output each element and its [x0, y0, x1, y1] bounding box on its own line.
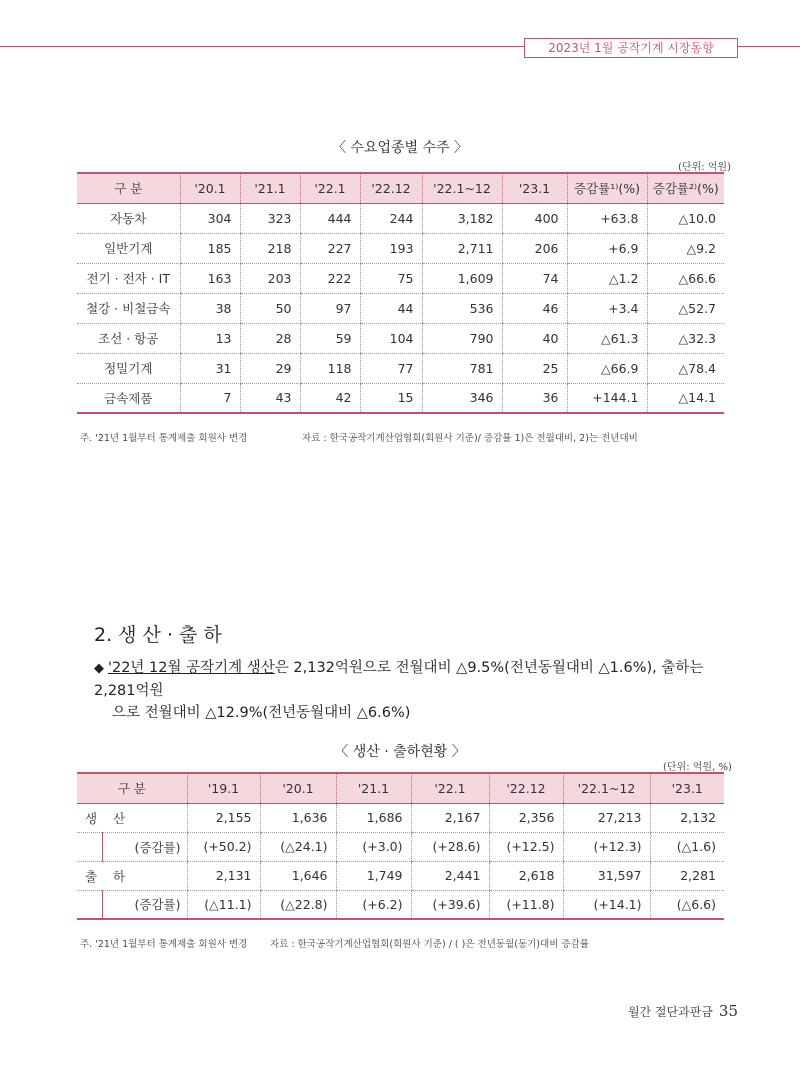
table-cell: 3,182 — [422, 203, 502, 233]
header-cell: '23.1 — [650, 773, 724, 803]
header-cell: '19.1 — [187, 773, 260, 803]
table-row — [77, 293, 724, 323]
table-cell: 2,167 — [411, 803, 489, 832]
table-row — [77, 832, 724, 861]
table-cell: 193 — [360, 233, 422, 263]
table-cell: 1,646 — [260, 861, 336, 890]
table-cell: (△6.6) — [650, 890, 724, 919]
table-cell: +144.1 — [567, 383, 647, 413]
table-row — [77, 803, 724, 832]
table-row — [77, 263, 724, 293]
table-cell: (+11.8) — [489, 890, 563, 919]
row-label: 철강 · 비철금속 — [77, 293, 180, 323]
header-cell: '22.12 — [489, 773, 563, 803]
demand-orders-table — [77, 172, 724, 414]
table-cell: 25 — [502, 353, 567, 383]
table-cell: 536 — [422, 293, 502, 323]
table-cell: 2,441 — [411, 861, 489, 890]
table-cell: 59 — [300, 323, 360, 353]
table-cell: 104 — [360, 323, 422, 353]
row-label: 금속제품 — [77, 383, 180, 413]
table1-unit: (단위: 억원) — [678, 162, 731, 173]
table-cell: (+6.2) — [336, 890, 411, 919]
table-cell: 118 — [300, 353, 360, 383]
table-cell: (△24.1) — [260, 832, 336, 861]
table-cell: +63.8 — [567, 203, 647, 233]
table-cell: △52.7 — [647, 293, 724, 323]
table-cell: (+39.6) — [411, 890, 489, 919]
table-cell: 400 — [502, 203, 567, 233]
table1-source: 자료 : 한국공작기계산업협회(회원사 기준)/ 증감률 1)은 전월대비, 2)는 전년대비 — [302, 433, 638, 444]
table-cell: 2,356 — [489, 803, 563, 832]
row-label: 조선 · 항공 — [77, 323, 180, 353]
header-cell: 증감률¹⁾(%) — [567, 173, 647, 203]
header-cell: '20.1 — [260, 773, 336, 803]
table2-title: 〈 생산 · 출하현황 〉 — [334, 744, 466, 760]
table-cell: 2,281 — [650, 861, 724, 890]
table-cell: 346 — [422, 383, 502, 413]
table-cell: 75 — [360, 263, 422, 293]
table-row — [77, 383, 724, 413]
table1-note: 주. '21년 1월부터 통계제출 회원사 변경 — [80, 433, 248, 444]
header-cell: '21.1 — [240, 173, 300, 203]
table-cell: 28 — [240, 323, 300, 353]
header-cell: 구 분 — [77, 173, 180, 203]
table-cell: △9.2 — [647, 233, 724, 263]
table-row — [77, 353, 724, 383]
summary-underlined: '22년 12월 공작기계 생산 — [108, 660, 275, 676]
diamond-bullet-icon: ◆ — [94, 661, 104, 676]
table-cell: 163 — [180, 263, 240, 293]
header-cell: '22.12 — [360, 173, 422, 203]
header-cell: '21.1 — [336, 773, 411, 803]
table-cell: 46 — [502, 293, 567, 323]
table-cell: 1,636 — [260, 803, 336, 832]
table-cell: (+28.6) — [411, 832, 489, 861]
table-cell: 15 — [360, 383, 422, 413]
row-label: 일반기계 — [77, 233, 180, 263]
table-cell: 50 — [240, 293, 300, 323]
table-cell: 2,618 — [489, 861, 563, 890]
table-cell: 1,749 — [336, 861, 411, 890]
table-cell: +6.9 — [567, 233, 647, 263]
spacer-cell — [77, 832, 102, 861]
table-cell: 27,213 — [563, 803, 650, 832]
table-cell: 7 — [180, 383, 240, 413]
page-number: 35 — [718, 1002, 738, 1020]
row-label: 정밀기계 — [77, 353, 180, 383]
row-label: 생 산 — [77, 803, 187, 832]
table-header-row — [77, 773, 724, 803]
table-cell: 36 — [502, 383, 567, 413]
table-cell: 323 — [240, 203, 300, 233]
table-cell: (+50.2) — [187, 832, 260, 861]
summary-text-line2: 으로 전월대비 △12.9%(전년동월대비 △6.6%) — [112, 705, 411, 721]
table-cell: 1,686 — [336, 803, 411, 832]
table-cell: 2,131 — [187, 861, 260, 890]
table-cell: 42 — [300, 383, 360, 413]
table-cell: 44 — [360, 293, 422, 323]
header-cell: '22.1~12 — [563, 773, 650, 803]
table2-unit: (단위: 억원, %) — [663, 762, 732, 773]
table-cell: △32.3 — [647, 323, 724, 353]
row-label: 출 하 — [77, 861, 187, 890]
table-row — [77, 890, 724, 919]
table-cell: 13 — [180, 323, 240, 353]
magazine-name: 월간 절단과판금 — [627, 1005, 713, 1019]
table-cell: (+12.3) — [563, 832, 650, 861]
table-row — [77, 233, 724, 263]
section-title: 2. 생 산 · 출 하 — [94, 624, 222, 646]
table-cell: 43 — [240, 383, 300, 413]
table-cell: 31,597 — [563, 861, 650, 890]
table-cell: 790 — [422, 323, 502, 353]
table-cell: 38 — [180, 293, 240, 323]
table-row — [77, 323, 724, 353]
running-title: 2023년 1월 공작기계 시장동향 — [524, 38, 738, 58]
table-cell: (△11.1) — [187, 890, 260, 919]
page-footer — [628, 1002, 738, 1020]
table-cell: 444 — [300, 203, 360, 233]
table-cell: △14.1 — [647, 383, 724, 413]
header-cell: '22.1 — [300, 173, 360, 203]
table-cell: 74 — [502, 263, 567, 293]
table-cell: △78.4 — [647, 353, 724, 383]
spacer-cell — [77, 890, 102, 919]
table-cell: 31 — [180, 353, 240, 383]
header-cell: '22.1~12 — [422, 173, 502, 203]
table-row — [77, 203, 724, 233]
table-cell: (+3.0) — [336, 832, 411, 861]
table-cell: 1,609 — [422, 263, 502, 293]
table2-note: 주. '21년 1월부터 통계제출 회원사 변경 — [80, 939, 248, 950]
table1-title: 〈 수요업종별 수주 〉 — [331, 140, 469, 156]
table-cell: 781 — [422, 353, 502, 383]
table-cell: △66.9 — [567, 353, 647, 383]
table-row — [77, 861, 724, 890]
table-cell: 185 — [180, 233, 240, 263]
table-cell: 206 — [502, 233, 567, 263]
table-cell: +3.4 — [567, 293, 647, 323]
table-cell: 222 — [300, 263, 360, 293]
table-cell: 77 — [360, 353, 422, 383]
table-cell: 218 — [240, 233, 300, 263]
table-cell: △66.6 — [647, 263, 724, 293]
table-cell: 244 — [360, 203, 422, 233]
header-cell: '23.1 — [502, 173, 567, 203]
table-cell: 40 — [502, 323, 567, 353]
production-shipment-table — [77, 772, 724, 920]
table-cell: △1.2 — [567, 263, 647, 293]
row-label: 자동차 — [77, 203, 180, 233]
header-cell: '20.1 — [180, 173, 240, 203]
table-cell: (+12.5) — [489, 832, 563, 861]
table2-source: 자료 : 한국공작기계산업협회(회원사 기준) / ( )은 전년동월(동기)대비 증감률 — [270, 939, 589, 950]
row-label: 전기 · 전자 · IT — [77, 263, 180, 293]
table-cell: 2,132 — [650, 803, 724, 832]
summary-text: 은 2,132억원으로 전월대비 △9.5%(전년동월대비 △1.6%), 출하는 2,281억원 — [94, 660, 704, 699]
table-header-row — [77, 173, 724, 203]
table-cell: (△22.8) — [260, 890, 336, 919]
table-cell: (+14.1) — [563, 890, 650, 919]
table-cell: 2,155 — [187, 803, 260, 832]
table-cell: △61.3 — [567, 323, 647, 353]
header-cell: 구 분 — [77, 773, 187, 803]
table-cell: 304 — [180, 203, 240, 233]
header-cell: '22.1 — [411, 773, 489, 803]
table-cell: △10.0 — [647, 203, 724, 233]
summary-paragraph — [94, 657, 734, 724]
table-cell: 97 — [300, 293, 360, 323]
table-cell: 2,711 — [422, 233, 502, 263]
table-cell: 227 — [300, 233, 360, 263]
rate-label: (증감률) — [102, 832, 187, 861]
header-cell: 증감률²⁾(%) — [647, 173, 724, 203]
table-cell: (△1.6) — [650, 832, 724, 861]
rate-label: (증감률) — [102, 890, 187, 919]
table-cell: 203 — [240, 263, 300, 293]
table-cell: 29 — [240, 353, 300, 383]
